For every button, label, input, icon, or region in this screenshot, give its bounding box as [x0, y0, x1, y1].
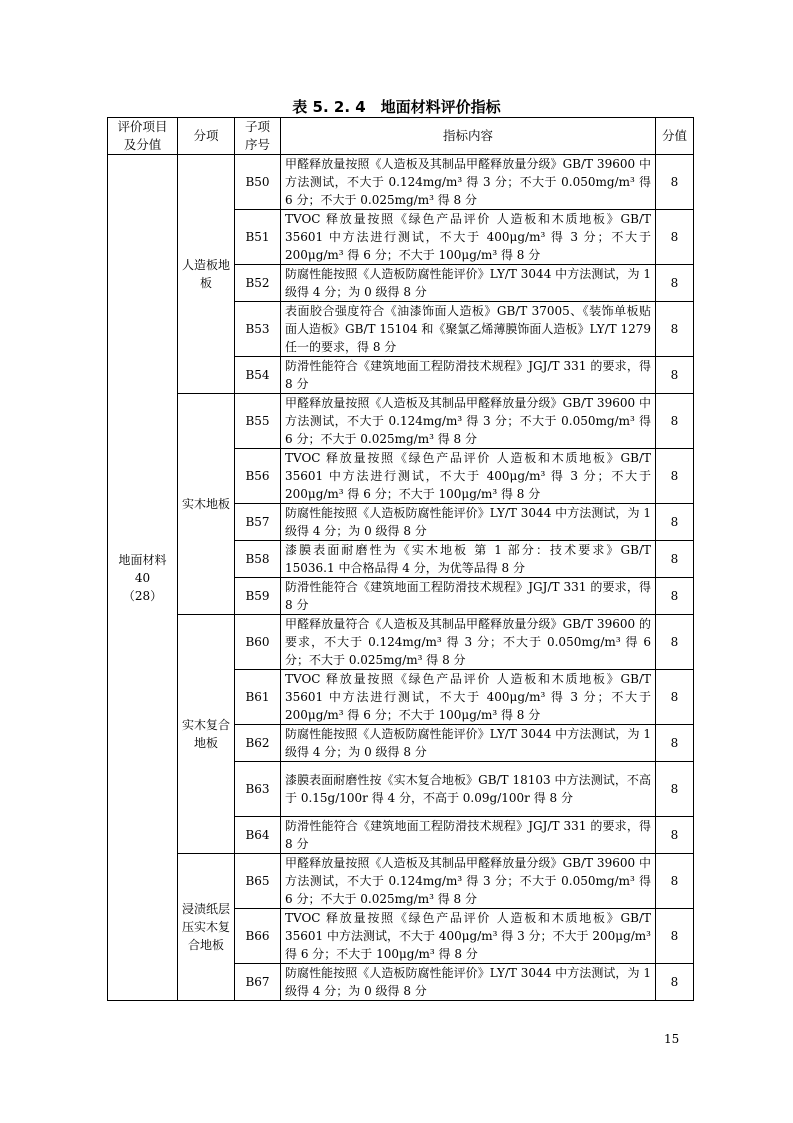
item-content: TVOC 释放量按照《绿色产品评价 人造板和木质地板》GB/T 35601 中方法进行测试，不大于 400μg/m³ 得 3 分；不大于 200μg/m³ 得 6 分；不大于 100μg/m³ 得 8 分 [281, 210, 656, 265]
item-score: 8 [656, 265, 694, 302]
item-content: 防滑性能符合《建筑地面工程防滑技术规程》JGJ/T 331 的要求，得 8 分 [281, 357, 656, 394]
item-content: 防滑性能符合《建筑地面工程防滑技术规程》JGJ/T 331 的要求，得 8 分 [281, 817, 656, 854]
item-score: 8 [656, 210, 694, 265]
item-score: 8 [656, 909, 694, 964]
category-cell [108, 155, 178, 1001]
item-content: 防腐性能按照《人造板防腐性能评价》LY/T 3044 中方法测试，为 1 级得 4 分；为 0 级得 8 分 [281, 504, 656, 541]
category-name: 地面材料 [118, 552, 167, 567]
item-content: 甲醛释放量符合《人造板及其制品甲醛释放量分级》GB/T 39600 的要求，不大于 0.124mg/m³ 得 3 分；不大于 0.050mg/m³ 得 6 分；不大于 0.025mg/m³ 得 8 分 [281, 615, 656, 670]
item-content: 甲醛释放量按照《人造板及其制品甲醛释放量分级》GB/T 39600 中方法测试，不大于 0.124mg/m³ 得 3 分；不大于 0.050mg/m³ 得 6 分；不大于 0.025mg/m³ 得 8 分 [281, 854, 656, 909]
item-score: 8 [656, 725, 694, 762]
item-score: 8 [656, 854, 694, 909]
subcategory-cell: 浸渍纸层压实木复合地板 [178, 854, 235, 1001]
item-score: 8 [656, 394, 694, 449]
item-code: B53 [235, 302, 281, 357]
item-content: 防腐性能按照《人造板防腐性能评价》LY/T 3044 中方法测试，为 1 级得 4 分；为 0 级得 8 分 [281, 265, 656, 302]
item-code: B54 [235, 357, 281, 394]
item-code: B58 [235, 541, 281, 578]
item-code: B64 [235, 817, 281, 854]
item-content: 防滑性能符合《建筑地面工程防滑技术规程》JGJ/T 331 的要求，得 8 分 [281, 578, 656, 615]
table-row [108, 394, 694, 449]
item-code: B51 [235, 210, 281, 265]
page-number: 15 [664, 1032, 680, 1046]
item-code: B60 [235, 615, 281, 670]
item-content: 漆膜表面耐磨性为《实木地板 第 1 部分：技术要求》GB/T 15036.1 中合格品得 4 分，为优等品得 8 分 [281, 541, 656, 578]
item-content: TVOC 释放量按照《绿色产品评价 人造板和木质地板》GB/T 35601 中方法进行测试，不大于 400μg/m³ 得 3 分；不大于 200μg/m³ 得 6 分；不大于 100μg/m³ 得 8 分 [281, 449, 656, 504]
header-content: 指标内容 [281, 118, 656, 155]
category-note: （28） [122, 588, 163, 603]
item-code: B59 [235, 578, 281, 615]
table-row [108, 155, 694, 210]
item-score: 8 [656, 817, 694, 854]
item-code: B52 [235, 265, 281, 302]
item-score: 8 [656, 670, 694, 725]
table-row [108, 854, 694, 909]
item-code: B65 [235, 854, 281, 909]
item-score: 8 [656, 762, 694, 817]
item-score: 8 [656, 541, 694, 578]
header-subcategory: 分项 [178, 118, 235, 155]
item-content: TVOC 释放量按照《绿色产品评价 人造板和木质地板》GB/T 35601 中方法测试，不大于 400μg/m³ 得 3 分；不大于 200μg/m³ 得 6 分；不大于 100μg/m³ 得 8 分 [281, 909, 656, 964]
table-row [108, 615, 694, 670]
item-code: B67 [235, 964, 281, 1001]
evaluation-table [107, 117, 694, 1001]
subcategory-cell: 实木复合地板 [178, 615, 235, 854]
table-body [108, 155, 694, 1001]
item-score: 8 [656, 615, 694, 670]
item-code: B61 [235, 670, 281, 725]
item-content: TVOC 释放量按照《绿色产品评价 人造板和木质地板》GB/T 35601 中方法进行测试，不大于 400μg/m³ 得 3 分；不大于 200μg/m³ 得 6 分；不大于 100μg/m³ 得 8 分 [281, 670, 656, 725]
subcategory-cell: 人造板地板 [178, 155, 235, 394]
subcategory-cell: 实木地板 [178, 394, 235, 615]
item-score: 8 [656, 964, 694, 1001]
item-content: 防腐性能按照《人造板防腐性能评价》LY/T 3044 中方法测试，为 1 级得 4 分；为 0 级得 8 分 [281, 725, 656, 762]
item-code: B62 [235, 725, 281, 762]
item-content: 漆膜表面耐磨性按《实木复合地板》GB/T 18103 中方法测试，不高于 0.15g/100r 得 4 分，不高于 0.09g/100r 得 8 分 [281, 762, 656, 817]
header-score: 分值 [656, 118, 694, 155]
item-score: 8 [656, 504, 694, 541]
table-title: 表 5. 2. 4 地面材料评价指标 [292, 98, 501, 116]
item-code: B63 [235, 762, 281, 817]
header-code: 子项序号 [235, 118, 281, 155]
item-code: B50 [235, 155, 281, 210]
category-points: 40 [134, 570, 151, 585]
item-code: B66 [235, 909, 281, 964]
item-score: 8 [656, 357, 694, 394]
item-code: B57 [235, 504, 281, 541]
item-content: 表面胶合强度符合《油漆饰面人造板》GB/T 37005、《装饰单板贴面人造板》GB/T 15104 和《聚氯乙烯薄膜饰面人造板》LY/T 1279 任一的要求，得 8 分 [281, 302, 656, 357]
item-score: 8 [656, 302, 694, 357]
header-row [108, 118, 694, 155]
item-score: 8 [656, 155, 694, 210]
item-code: B56 [235, 449, 281, 504]
header-category: 评价项目及分值 [108, 118, 178, 155]
item-content: 甲醛释放量按照《人造板及其制品甲醛释放量分级》GB/T 39600 中方法测试，不大于 0.124mg/m³ 得 3 分；不大于 0.050mg/m³ 得 6 分；不大于 0.025mg/m³ 得 8 分 [281, 155, 656, 210]
item-content: 甲醛释放量按照《人造板及其制品甲醛释放量分级》GB/T 39600 中方法测试，不大于 0.124mg/m³ 得 3 分；不大于 0.050mg/m³ 得 6 分；不大于 0.025mg/m³ 得 8 分 [281, 394, 656, 449]
item-content: 防腐性能按照《人造板防腐性能评价》LY/T 3044 中方法测试，为 1 级得 4 分；为 0 级得 8 分 [281, 964, 656, 1001]
item-score: 8 [656, 578, 694, 615]
item-score: 8 [656, 449, 694, 504]
item-code: B55 [235, 394, 281, 449]
